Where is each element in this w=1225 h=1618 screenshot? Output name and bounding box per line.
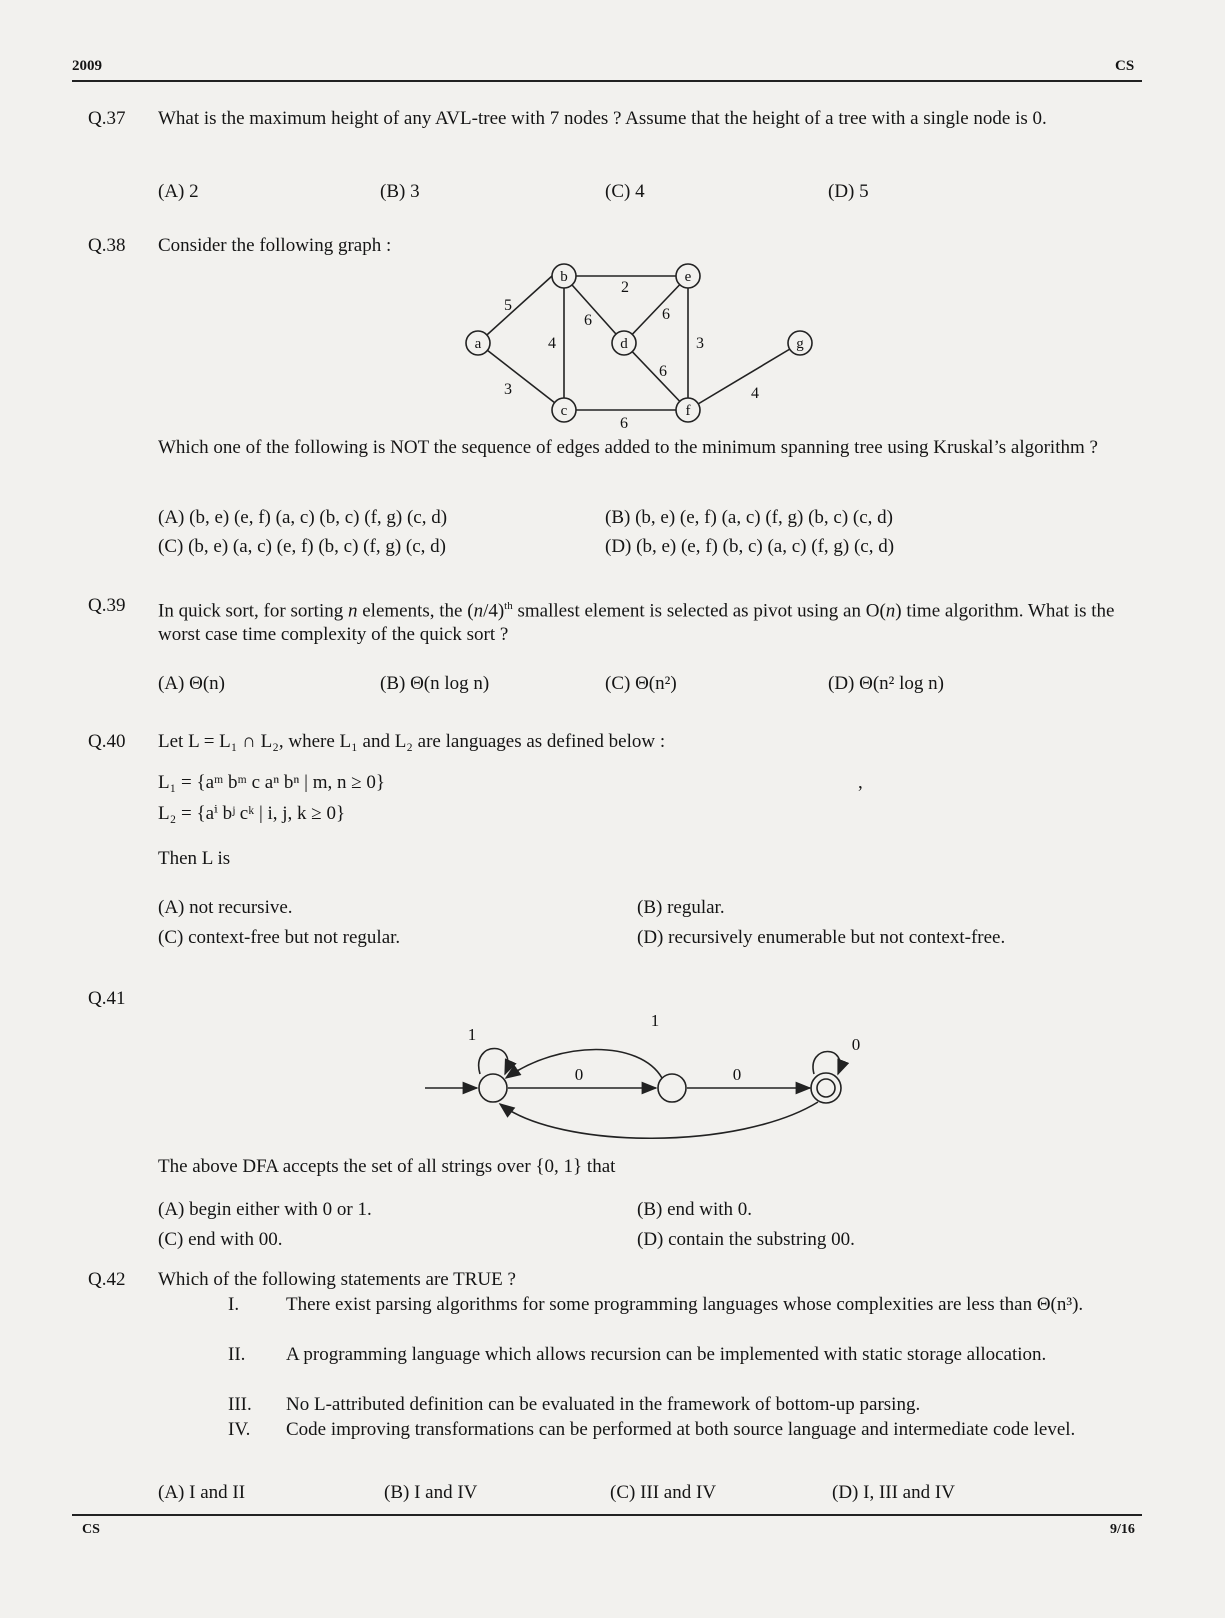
q41-option-c[interactable]: (C) end with 00.: [158, 1229, 283, 1250]
q42-option-d[interactable]: (D) I, III and IV: [832, 1482, 955, 1503]
text-run: ) time algorithm. What is the worst case time complexity of the quick sort ?: [158, 600, 1115, 646]
transition-label: 1: [650, 1011, 660, 1030]
text-run: smallest element is selected as pivot using an O(: [512, 600, 886, 622]
q37-option-b[interactable]: (B) 3: [380, 181, 420, 202]
transition-label: 1: [467, 1025, 477, 1044]
roman-numeral: III.: [228, 1394, 252, 1415]
footer-rule: [72, 1514, 1142, 1516]
var-n: n: [473, 600, 484, 622]
q40-option-b[interactable]: (B) regular.: [637, 897, 725, 918]
q39-option-c[interactable]: (C) Θ(n²): [605, 673, 677, 694]
trailing-comma: ,: [858, 772, 863, 793]
q42-option-c[interactable]: (C) III and IV: [610, 1482, 717, 1503]
q39-option-d[interactable]: (D) Θ(n² log n): [828, 673, 944, 694]
node-label: c: [560, 403, 568, 419]
q41-option-d[interactable]: (D) contain the substring 00.: [637, 1229, 855, 1250]
statement-text: A programming language which allows recursion can be implemented with static storage allocation.: [286, 1344, 1047, 1365]
header-year: 2009: [72, 58, 102, 74]
roman-numeral: IV.: [228, 1419, 251, 1440]
question-text: The above DFA accepts the set of all strings over {0, 1} that: [158, 1156, 616, 1177]
var-n: n: [885, 600, 896, 622]
q38-option-d[interactable]: (D) (b, e) (e, f) (b, c) (a, c) (f, g) (c, d): [605, 536, 895, 557]
q41-option-a[interactable]: (A) begin either with 0 or 1.: [158, 1199, 372, 1220]
edge-weight: 5: [504, 297, 512, 314]
self-loop-q0: [479, 1049, 508, 1075]
question-number: Q.38: [88, 235, 126, 256]
page-number: 9/16: [1110, 1522, 1135, 1537]
question-intro: Consider the following graph :: [158, 235, 392, 256]
roman-numeral: II.: [228, 1344, 246, 1365]
header-subject: CS: [1115, 58, 1135, 74]
q38-option-b[interactable]: (B) (b, e) (e, f) (a, c) (f, g) (b, c) (c, d): [605, 507, 894, 528]
then-label: Then L is: [158, 848, 231, 869]
question-text: Let L = L₁ ∩ L₂, where L₁ and L₂ are languages as defined below :: [158, 731, 666, 752]
state-q1: [658, 1074, 686, 1102]
superscript: th: [504, 600, 513, 612]
q37-option-d[interactable]: (D) 5: [828, 181, 869, 202]
state-q2-accepting: [811, 1073, 841, 1103]
question-text: Which one of the following is NOT the sequence of edges added to the minimum spanning tree using Kruskal’s algorithm ?: [158, 437, 1098, 458]
edge-weight: 6: [659, 363, 667, 380]
node-label: g: [796, 336, 804, 352]
node-label: d: [620, 336, 628, 352]
node-label: f: [685, 403, 691, 419]
q37-option-a[interactable]: (A) 2: [158, 181, 199, 202]
question-number: Q.42: [88, 1269, 126, 1290]
q40-option-c[interactable]: (C) context-free but not regular.: [158, 927, 401, 948]
var-n: n: [347, 600, 358, 622]
question-text: What is the maximum height of any AVL-tree with 7 nodes ? Assume that the height of a tree with a single node is 0.: [158, 108, 1047, 129]
q39-option-a[interactable]: (A) Θ(n): [158, 673, 226, 694]
q40-option-d[interactable]: (D) recursively enumerable but not context-free.: [637, 927, 1006, 948]
q39-option-b[interactable]: (B) Θ(n log n): [380, 673, 490, 694]
text-run: In quick sort, for sorting: [158, 600, 348, 622]
state-q0: [479, 1074, 507, 1102]
q37-option-c[interactable]: (C) 4: [605, 181, 645, 202]
q41-option-b[interactable]: (B) end with 0.: [637, 1199, 753, 1220]
statement-text: Code improving transformations can be performed at both source language and intermediate code level.: [286, 1419, 1076, 1440]
edge-weight: 3: [696, 335, 704, 352]
edge-weight: 6: [584, 312, 592, 329]
text-run: elements, the (: [357, 600, 474, 622]
q42-option-b[interactable]: (B) I and IV: [384, 1482, 478, 1503]
edge-weight: 6: [662, 306, 670, 323]
q38-option-a[interactable]: (A) (b, e) (e, f) (a, c) (b, c) (f, g) (c, d): [158, 507, 448, 528]
language-l1: L₁ = {aᵐ bᵐ c aⁿ bⁿ | m, n ≥ 0}: [158, 772, 386, 793]
node-label: b: [560, 269, 568, 285]
statement-text: There exist parsing algorithms for some programming languages whose complexities are less than Θ(n³).: [286, 1294, 1084, 1315]
text-run: /4): [483, 600, 505, 622]
transition-q1-q0: [506, 1050, 662, 1079]
edge-weight: 4: [751, 385, 759, 402]
question-number: Q.41: [88, 988, 126, 1009]
node-label: a: [474, 336, 482, 352]
roman-numeral: I.: [228, 1294, 240, 1315]
question-text: Which of the following statements are TRUE ?: [158, 1269, 516, 1290]
transition-label: 0: [732, 1065, 742, 1084]
transition-label: 0: [851, 1035, 861, 1054]
edge-weight: 2: [621, 279, 629, 296]
q40-option-a[interactable]: (A) not recursive.: [158, 897, 293, 918]
transition-q2-q0: [500, 1102, 818, 1138]
question-number: Q.37: [88, 108, 126, 129]
language-l2: L₂ = {aⁱ bʲ cᵏ | i, j, k ≥ 0}: [158, 803, 346, 824]
q42-option-a[interactable]: (A) I and II: [158, 1482, 246, 1503]
q38-option-c[interactable]: (C) (b, e) (a, c) (e, f) (b, c) (f, g) (c, d): [158, 536, 447, 557]
transition-label: 0: [574, 1065, 584, 1084]
self-loop-q2: [813, 1052, 840, 1075]
edge-weight: 4: [548, 335, 556, 352]
edge-weight: 6: [620, 415, 628, 432]
edge-weight: 3: [504, 381, 512, 398]
question-number: Q.40: [88, 731, 126, 752]
statement-text: No L-attributed definition can be evaluated in the framework of bottom-up parsing.: [286, 1394, 921, 1415]
footer-subject: CS: [82, 1522, 100, 1537]
node-label: e: [684, 269, 692, 285]
question-number: Q.39: [88, 595, 126, 616]
